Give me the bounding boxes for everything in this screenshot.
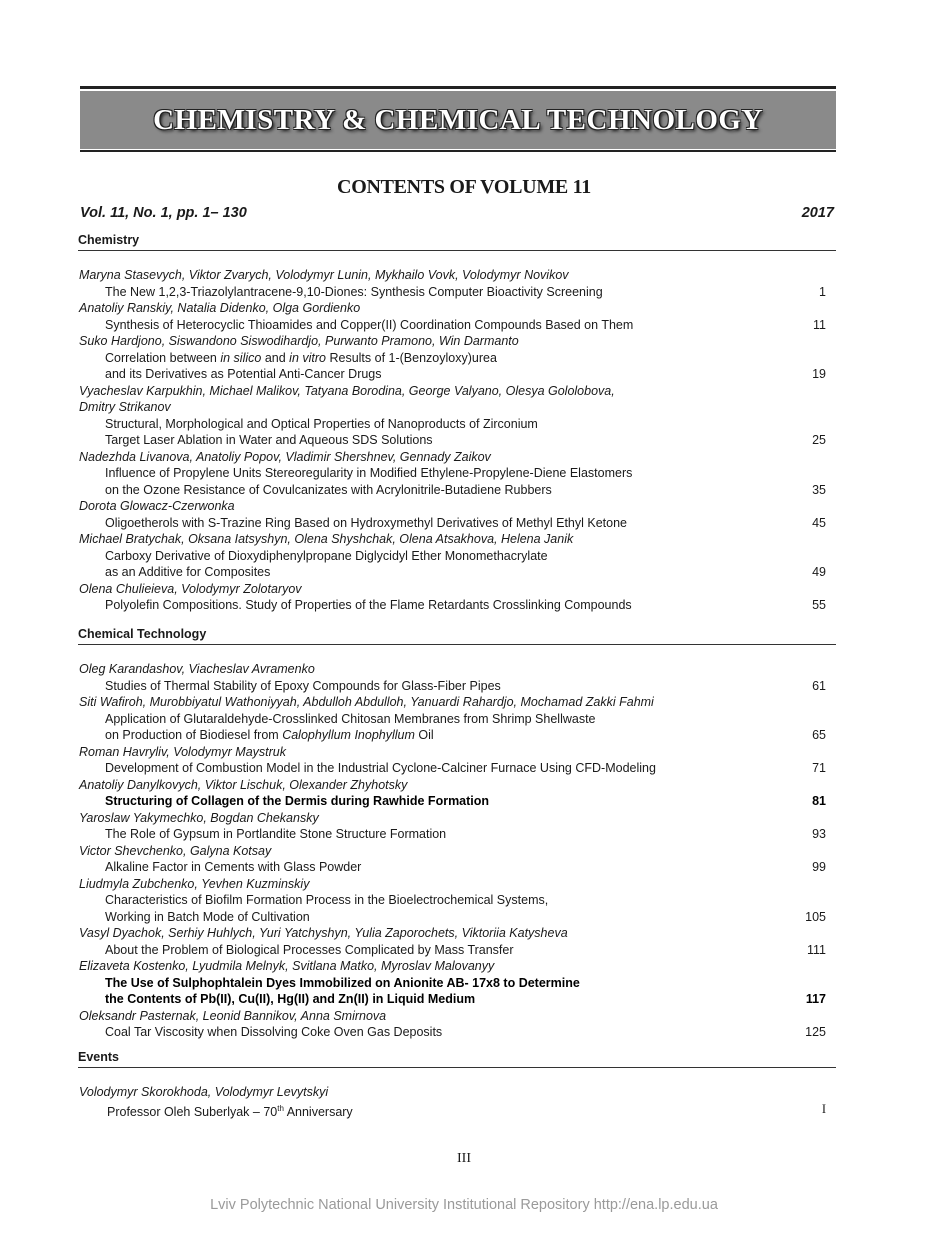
entry-title: as an Additive for Composites: [105, 565, 271, 579]
entry-page: [786, 465, 836, 482]
list-item: [78, 958, 836, 1008]
entry-title-row: [78, 727, 836, 744]
list-item: [78, 694, 836, 744]
entry-page: 71: [812, 761, 826, 775]
entry-page: 105: [805, 909, 826, 924]
section-title: Chemical Technology: [78, 627, 836, 645]
entry-title-row: [78, 909, 836, 926]
entry-list: [78, 1084, 836, 1120]
list-item: [78, 744, 836, 777]
entry-title: Oligoetherols with S-Trazine Ring Based on Hydroxymethyl Derivatives of Methyl Ethyl Ketone: [105, 515, 627, 530]
list-item: [78, 267, 836, 300]
volume-year: 2017: [801, 205, 834, 221]
entry-title-row: [78, 597, 836, 614]
entry-title: Studies of Thermal Stability of Epoxy Compounds for Glass-Fiber Pipes: [105, 678, 501, 693]
entry-title: [107, 1101, 786, 1121]
list-item: [78, 661, 836, 694]
entry-authors: Liudmyla Zubchenko, Yevhen Kuzminskiy: [79, 876, 310, 891]
entry-title-row: [78, 991, 836, 1008]
entry-title-text: Anniversary: [283, 1104, 353, 1119]
banner-bottom-rule: [80, 150, 836, 152]
entry-page: 19: [812, 367, 826, 381]
entry-authors: Victor Shevchenko, Galyna Kotsay: [79, 843, 272, 858]
list-item: [78, 449, 836, 499]
entry-title: Structuring of Collagen of the Dermis during Rawhide Formation: [105, 794, 490, 808]
entry-title: on Production of Biodiesel from Calophyllum Inophyllum Oil: [105, 728, 434, 742]
entry-title-row: [78, 284, 836, 301]
entry-title: the Contents of Pb(II), Cu(II), Hg(II) and Zn(II) in Liquid Medium: [105, 992, 476, 1006]
volume-label: Vol. 11, No. 1, pp. 1– 130: [80, 205, 247, 221]
list-item: [78, 581, 836, 614]
entry-page: I: [821, 1101, 826, 1116]
section-title: Chemistry: [78, 233, 836, 251]
entry-title-row: [78, 416, 836, 433]
list-item: [78, 1008, 836, 1041]
entry-title: and its Derivatives as Potential Anti-Cancer Drugs: [105, 367, 382, 381]
volume-line: [80, 205, 834, 221]
entry-title-row: [78, 482, 836, 499]
entry-title: Target Laser Ablation in Water and Aqueous SDS Solutions: [105, 433, 433, 447]
entry-page: 65: [812, 728, 826, 742]
entry-page: 49: [812, 565, 826, 579]
entry-page: [786, 350, 836, 367]
entry-title-row: [78, 366, 836, 383]
entry-title: The New 1,2,3-Triazolylantracene-9,10-Diones: Synthesis Computer Bioactivity Screening: [105, 284, 603, 299]
entry-page: 35: [812, 482, 826, 497]
list-item: [78, 876, 836, 926]
entry-title: Structural, Morphological and Optical Properties of Nanoproducts of Zirconium: [105, 416, 538, 431]
list-item: [78, 300, 836, 333]
section-events: [78, 1050, 836, 1120]
entry-page: 81: [812, 794, 826, 808]
entry-title-row: [78, 465, 836, 482]
list-item: [78, 777, 836, 810]
banner-top-rule: [80, 86, 836, 89]
entry-list: [78, 267, 836, 614]
list-item: [78, 810, 836, 843]
entry-page: 93: [812, 827, 826, 841]
entry-page: 1: [819, 284, 826, 299]
entry-title-row: [78, 859, 836, 876]
entry-title: on the Ozone Resistance of Covulcanizates with Acrylonitrile-Butadiene Rubbers: [105, 482, 552, 497]
entry-title-row: [78, 1101, 836, 1121]
entry-title-superscript: th: [277, 1103, 284, 1113]
list-item: [78, 498, 836, 531]
entry-title-row: [78, 1024, 836, 1041]
journal-banner: [80, 91, 836, 149]
entry-title: Influence of Propylene Units Stereoregularity in Modified Ethylene-Propylene-Diene Elastomers: [105, 466, 633, 480]
entry-title-row: [78, 548, 836, 565]
entry-title: Coal Tar Viscosity when Dissolving Coke Oven Gas Deposits: [105, 1025, 443, 1039]
entry-authors: Siti Wafiroh, Murobbiyatul Wathoniyyah, Abdulloh Abdulloh, Yanuardi Rahardjo, Mochamad Zakki Fahmi: [79, 695, 654, 709]
entry-title-row: [78, 678, 836, 695]
entry-title-row: [78, 760, 836, 777]
entry-page: 111: [806, 942, 826, 957]
entry-title: Working in Batch Mode of Cultivation: [105, 909, 310, 924]
entry-page: 45: [812, 515, 826, 530]
list-item: [78, 531, 836, 581]
page-number: III: [457, 1151, 471, 1166]
list-item: [78, 1084, 836, 1120]
section-chemical-technology: [78, 627, 836, 1041]
entry-authors: Vyacheslav Karpukhin, Michael Malikov, Tatyana Borodina, George Valyano, Olesya Gololobova,: [79, 383, 615, 398]
entry-title-row: [78, 975, 836, 992]
entry-page: [786, 975, 836, 992]
entry-authors: Olena Chulieieva, Volodymyr Zolotaryov: [79, 581, 302, 596]
entry-title: Polyolefin Compositions. Study of Properties of the Flame Retardants Crosslinking Compounds: [105, 598, 632, 612]
entry-title-row: [78, 432, 836, 449]
entry-title-row: [78, 892, 836, 909]
entry-authors: Maryna Stasevych, Viktor Zvarych, Volodymyr Lunin, Mykhailo Vovk, Volodymyr Novikov: [79, 268, 569, 282]
section-title: Events: [78, 1050, 836, 1068]
entry-title: Characteristics of Biofilm Formation Process in the Bioelectrochemical Systems,: [105, 893, 549, 907]
entry-title: About the Problem of Biological Processes Complicated by Mass Transfer: [105, 942, 514, 957]
entry-title-row: [78, 350, 836, 367]
journal-title: CHEMISTRY & CHEMICAL TECHNOLOGY: [153, 103, 763, 136]
entry-title: Development of Combustion Model in the Industrial Cyclone-Calciner Furnace Using CFD-Modeling: [105, 761, 656, 775]
entry-page: 117: [805, 992, 826, 1006]
entry-authors: Elizaveta Kostenko, Lyudmila Melnyk, Svitlana Matko, Myroslav Malovanyy: [79, 959, 495, 973]
entry-page: 11: [813, 317, 826, 332]
entry-title-text: Professor Oleh Suberlyak – 70: [107, 1104, 278, 1119]
entry-page: 125: [805, 1025, 826, 1039]
entry-title: The Use of Sulphophtalein Dyes Immobilized on Anionite AB- 17x8 to Determine: [105, 975, 580, 990]
entry-page: 25: [812, 433, 826, 447]
entry-authors: Roman Havryliv, Volodymyr Maystruk: [79, 744, 286, 759]
list-item: [78, 925, 836, 958]
entry-title-row: [78, 793, 836, 810]
entry-authors: Volodymyr Skorokhoda, Volodymyr Levytskyi: [79, 1085, 329, 1099]
entry-title: Synthesis of Heterocyclic Thioamides and Copper(II) Coordination Compounds Based on Them: [105, 317, 634, 332]
entry-authors: Dorota Glowacz-Czerwonka: [79, 499, 235, 513]
entry-page: [786, 711, 836, 728]
list-item: [78, 333, 836, 383]
entry-authors: Suko Hardjono, Siswandono Siswodihardjo, Purwanto Pramono, Win Darmanto: [79, 334, 519, 348]
entry-title-row: [78, 564, 836, 581]
entry-title: Correlation between in silico and in vitro Results of 1-(Benzoyloxy)urea: [105, 350, 497, 365]
entry-authors: Oleg Karandashov, Viacheslav Avramenko: [79, 662, 315, 676]
entry-page: [786, 892, 836, 909]
entry-list: [78, 661, 836, 1041]
entry-page: 55: [812, 598, 826, 612]
entry-authors: Nadezhda Livanova, Anatoliy Popov, Vladimir Shershnev, Gennady Zaikov: [79, 449, 491, 464]
contents-title: CONTENTS OF VOLUME 11: [337, 176, 591, 198]
entry-authors: Dmitry Strikanov: [79, 400, 171, 414]
entry-title-row: [78, 515, 836, 532]
entry-page: [786, 416, 836, 433]
entry-title-row: [78, 942, 836, 959]
entry-title: Application of Glutaraldehyde-Crosslinked Chitosan Membranes from Shrimp Shellwaste: [105, 711, 596, 726]
entry-title-row: [78, 711, 836, 728]
entry-authors: Anatoliy Ranskiy, Natalia Didenko, Olga Gordienko: [79, 301, 361, 315]
entry-authors: Vasyl Dyachok, Serhiy Huhlych, Yuri Yatchyshyn, Yulia Zaporochets, Viktoriia Katysheva: [79, 926, 568, 940]
entry-authors: Anatoliy Danylkovych, Viktor Lischuk, Olexander Zhyhotsky: [79, 777, 408, 792]
entry-authors: Oleksandr Pasternak, Leonid Bannikov, Anna Smirnova: [79, 1008, 387, 1023]
entry-authors: Michael Bratychak, Oksana Iatsyshyn, Olena Shyshchak, Olena Atsakhova, Helena Janik: [79, 532, 574, 546]
entry-title: Alkaline Factor in Cements with Glass Powder: [105, 860, 362, 874]
entry-page: 99: [812, 860, 826, 874]
entry-title: The Role of Gypsum in Portlandite Stone Structure Formation: [105, 827, 447, 841]
list-item: [78, 843, 836, 876]
entry-title-row: [78, 317, 836, 334]
section-chemistry: [78, 233, 836, 614]
repository-footer: Lviv Polytechnic National University Institutional Repository http://ena.lp.edu.ua: [210, 1197, 718, 1213]
entry-page: 61: [812, 678, 826, 693]
entry-title: Carboxy Derivative of Dioxydiphenylpropane Diglycidyl Ether Monomethacrylate: [105, 548, 548, 563]
list-item: [78, 383, 836, 449]
entry-title-row: [78, 826, 836, 843]
entry-page: [786, 548, 836, 565]
entry-authors: Yaroslaw Yakymechko, Bogdan Chekansky: [79, 810, 319, 825]
